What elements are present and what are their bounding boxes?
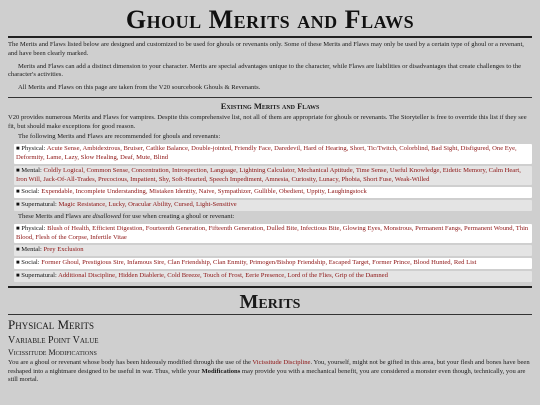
vicissitude-text-a: You are a ghoul or revenant whose body has been hideously modified through the use of the <box>8 359 253 367</box>
merits-divider <box>8 286 532 288</box>
vicissitude-text-b: . You, yourself, might not be gifted in this area, but your flesh and bones have been reshaped into a nightmare designed to be useful in war. Thus, while your <box>8 359 530 375</box>
intro-paragraph-1: The Merits and Flaws listed below are designed and customized to be used for ghouls or revenants only. Some of these Merits and Flaws may only be used by a certain type of ghoul or a revenant, and have been clearly marked. <box>8 41 524 57</box>
recommended-social-band <box>14 187 532 198</box>
band-label: Mental: <box>21 246 42 254</box>
page-title: Ghoul Merits and Flaws <box>125 5 415 34</box>
band-items[interactable]: Former Ghoul, Prestigious Sire, Infamous Sire, Clan Friendship, Clan Enmity, Primogen/Bishop Friendship, Escaped Target, Former Prince, Blood Hunted, Red List <box>41 259 477 267</box>
bullet-icon: ■ <box>16 146 20 153</box>
existing-paragraph: V20 provides numerous Merits and Flaws for vampires. Despite this comprehensive list, not all of them are appropriate for ghouls or revenants. The Storyteller is free to override this list if they see fit, but should make exceptions for good reason. <box>8 114 527 130</box>
band-label: Social: <box>21 259 40 267</box>
bullet-icon: ■ <box>16 273 20 280</box>
merits-underline <box>8 314 532 315</box>
vicissitude-paragraph <box>8 359 532 385</box>
existing-heading: Existing Merits and Flaws <box>220 100 320 111</box>
band-items[interactable]: Additional Discipline, Hidden Diablerie, Cold Breeze, Touch of Frost, Eerie Presence, Lord of the Flies, Grip of the Damned <box>58 272 388 280</box>
modifications-term: Modifications <box>201 367 241 375</box>
band-label: Supernatural: <box>21 272 57 280</box>
title-divider <box>8 36 532 38</box>
bullet-icon: ■ <box>16 260 20 267</box>
recommended-supernatural-band <box>14 200 532 211</box>
disallowed-social-band <box>14 258 532 269</box>
bullet-icon: ■ <box>16 189 20 196</box>
merits-heading: Merits <box>239 291 301 314</box>
physical-merits-heading: Physical Merits <box>8 317 95 333</box>
band-items[interactable]: Acute Sense, Ambidextrous, Bruiser, Catlike Balance, Double-jointed, Friendly Face, Daredevil, Hard of Hearing, Short, Tic/Twitch, Colorblind, Bad Sight, Disfigured, One Eye, Deformity, Lame, Lazy, Slow Healing, Deaf, Mute, Blind <box>16 145 517 162</box>
band-items[interactable]: Prey Exclusion <box>43 246 84 254</box>
band-items[interactable]: Magic Resistance, Lucky, Oracular Ability, Cursed, Light-Sensitive <box>58 201 237 209</box>
disallowed-emphasis: disallowed <box>92 213 122 221</box>
vicissitude-text-c: may provide you with a mechanical benefit, you are considered a monster even though, technically, you are still mortal. <box>8 367 526 384</box>
band-label: Physical: <box>21 224 46 232</box>
vicissitude-link[interactable]: Vicissitude Discipline <box>252 359 311 367</box>
disallowed-intro-b: for use when creating a ghoul or revenant: <box>121 213 235 221</box>
band-items[interactable]: Coldly Logical, Common Sense, Concentration, Introspection, Language, Lightning Calculator, Mechanical Aptitude, Time Sense, Useful Knowledge, Eidetic Memory, Calm Heart, Iron Will, Jack-Of-All-Trades, Precocious, Impatient, Shy, Soft-Hearted, Speech Impediment, Amnesia, Curiosity, Lunacy, Phobia, Short Fuse, Weak-Willed <box>16 166 521 183</box>
band-items[interactable]: Blush of Health, Efficient Digestion, Fourteenth Generation, Fifteenth Generation, Dulled Bite, Infectious Bite, Glowing Eyes, Monstrous, Permanent Fangs, Permanent Wound, Thin Blood, Flesh of the Corpse, Infertile Vitae <box>16 224 529 241</box>
disallowed-mental-band <box>14 245 532 256</box>
bullet-icon: ■ <box>16 202 20 209</box>
section-divider <box>8 97 532 98</box>
band-items[interactable]: Expendable, Incomplete Understanding, Mistaken Identity, Naive, Sympathizer, Gullible, Obedient, Uppity, Laughingstock <box>41 188 367 196</box>
recommended-mental-band <box>14 166 532 186</box>
band-label: Physical: <box>21 145 46 153</box>
intro-paragraph-2: Merits and Flaws can add a distinct dimension to your character. Merits are special advantages unique to the character, while Flaws are liabilities or disadvantages that create challenges to the character's activities. <box>8 62 522 79</box>
band-label: Mental: <box>21 166 42 174</box>
vicissitude-heading: Vicissitude Modifications <box>8 347 97 357</box>
variable-point-heading: Variable Point Value <box>8 334 99 346</box>
recommended-intro: The following Merits and Flaws are recommended for ghouls and revenants: <box>18 133 221 141</box>
intro-paragraph-3: All Merits and Flaws on this page are taken from the V20 sourcebook Ghouls & Revenants. <box>18 84 261 92</box>
disallowed-intro-a: These Merits and Flaws are <box>18 213 93 221</box>
disallowed-intro <box>8 213 532 222</box>
band-label: Supernatural: <box>21 201 57 209</box>
disallowed-supernatural-band <box>14 271 532 282</box>
recommended-physical-band <box>14 144 532 164</box>
bullet-icon: ■ <box>16 225 20 232</box>
bullet-icon: ■ <box>16 167 20 174</box>
band-label: Social: <box>21 188 40 196</box>
bullet-icon: ■ <box>16 247 20 254</box>
disallowed-physical-band <box>14 224 532 244</box>
